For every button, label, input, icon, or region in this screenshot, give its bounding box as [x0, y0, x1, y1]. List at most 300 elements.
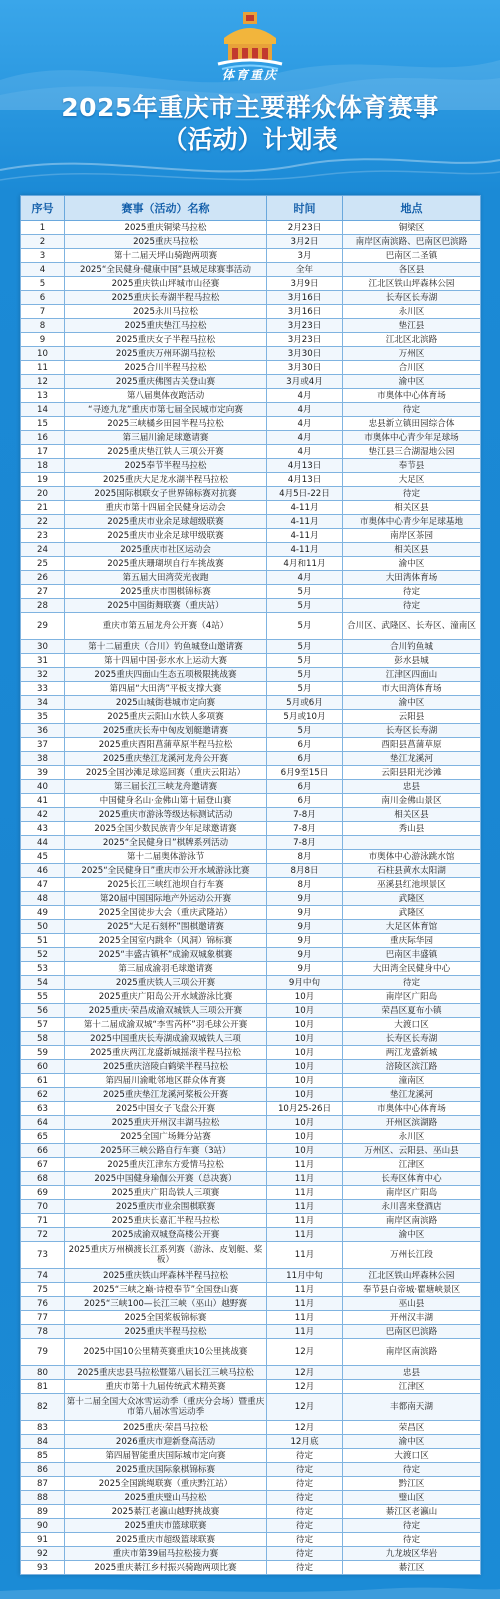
cell-event-name: 2025全国沙滩足球巡回赛（重庆云阳站）	[65, 766, 267, 780]
cell-index: 78	[21, 1325, 65, 1339]
cell-index: 14	[21, 403, 65, 417]
cell-event-name: 2025重庆铁人三项公开赛	[65, 976, 267, 990]
cell-location: 涪陵区滨江路	[343, 1060, 481, 1074]
cell-event-name: 重庆市第五届龙舟公开赛（4站）	[65, 613, 267, 640]
table-row	[21, 682, 481, 696]
cell-location: 两江龙盛新城	[343, 1046, 481, 1060]
cell-event-name: 2025“全民健身日”重庆市公开水域游泳比赛	[65, 864, 267, 878]
cell-time: 11月	[267, 1228, 343, 1242]
cell-location: 待定	[343, 585, 481, 599]
cell-event-name: 2025“三峡100—长江三峡（巫山）越野赛	[65, 1297, 267, 1311]
cell-event-name: 第20届中国国际地产外运动公开赛	[65, 892, 267, 906]
table-body	[21, 221, 481, 1575]
cell-event-name: 2025重庆马拉松	[65, 235, 267, 249]
cell-event-name: 2025重庆酉阳菖蒲草原半程马拉松	[65, 738, 267, 752]
cell-location: 南岸区南滨路、巴南区巴滨路	[343, 235, 481, 249]
table-row	[21, 515, 481, 529]
cell-location: 巴南区丰盛镇	[343, 948, 481, 962]
cell-location: 待定	[343, 403, 481, 417]
cell-time: 11月	[267, 1297, 343, 1311]
cell-time: 5月	[267, 654, 343, 668]
cell-index: 22	[21, 515, 65, 529]
table-row	[21, 291, 481, 305]
table-row	[21, 1004, 481, 1018]
cell-location: 待定	[343, 1533, 481, 1547]
cell-time: 5月	[267, 724, 343, 738]
cell-event-name: 2025重庆四面山生态五项极限挑战赛	[65, 668, 267, 682]
cell-index: 52	[21, 948, 65, 962]
cell-index: 16	[21, 431, 65, 445]
cell-index: 73	[21, 1242, 65, 1269]
page-subtitle: （活动）计划表	[162, 125, 338, 154]
cell-location: 长寿区长寿湖	[343, 1032, 481, 1046]
cell-event-name: 2025全国室内跳伞（风洞）锦标赛	[65, 934, 267, 948]
cell-time: 11月	[267, 1158, 343, 1172]
cell-time: 待定	[267, 1491, 343, 1505]
cell-index: 85	[21, 1449, 65, 1463]
cell-event-name: 2025环三峡公路自行车赛（3站）	[65, 1144, 267, 1158]
table-row	[21, 1269, 481, 1283]
table-row	[21, 221, 481, 235]
table-row	[21, 780, 481, 794]
table-row	[21, 962, 481, 976]
cell-location: 璧山区	[343, 1491, 481, 1505]
cell-time: 10月	[267, 1032, 343, 1046]
table-row	[21, 1214, 481, 1228]
cell-index: 83	[21, 1421, 65, 1435]
cell-index: 53	[21, 962, 65, 976]
header	[0, 0, 500, 200]
table-row	[21, 347, 481, 361]
table-row	[21, 1297, 481, 1311]
cell-location: 江北区北滨路	[343, 333, 481, 347]
cell-event-name: 2025重庆市游泳等级达标测试活动	[65, 808, 267, 822]
cell-time: 5月或6月	[267, 696, 343, 710]
cell-event-name: 2025“全民健身日”棋牌系列活动	[65, 836, 267, 850]
column-header-location: 地点	[343, 196, 481, 221]
cell-index: 31	[21, 654, 65, 668]
table-row	[21, 361, 481, 375]
cell-index: 5	[21, 277, 65, 291]
table-row	[21, 305, 481, 319]
cell-index: 2	[21, 235, 65, 249]
cell-time: 11月	[267, 1172, 343, 1186]
cell-event-name: 第三届川渝足球邀请赛	[65, 431, 267, 445]
cell-location: 云阳县	[343, 710, 481, 724]
event-table	[20, 195, 481, 1575]
cell-index: 35	[21, 710, 65, 724]
cell-event-name: 第十二届成渝双城“李雪芮杯”羽毛球公开赛	[65, 1018, 267, 1032]
cell-time: 4-11月	[267, 515, 343, 529]
cell-event-name: 2025重庆铁山坪森林半程马拉松	[65, 1269, 267, 1283]
cell-index: 57	[21, 1018, 65, 1032]
cell-event-name: 2025重庆垫江龙溪河桨板公开赛	[65, 1088, 267, 1102]
cell-time: 待定	[267, 1561, 343, 1575]
cell-location: 市奥体中心体育场	[343, 389, 481, 403]
cell-index: 89	[21, 1505, 65, 1519]
cell-event-name: 2025重庆国际象棋锦标赛	[65, 1463, 267, 1477]
cell-event-name: 2025重庆珊瑚坝自行车挑战赛	[65, 557, 267, 571]
cell-index: 9	[21, 333, 65, 347]
cell-location: 待定	[343, 599, 481, 613]
cell-location: 江津区	[343, 1380, 481, 1394]
cell-time: 11月	[267, 1283, 343, 1297]
cell-event-name: 第五届大田湾荧光夜跑	[65, 571, 267, 585]
table-row	[21, 277, 481, 291]
cell-event-name: 2025“全民健身·健康中国”县域足球赛事活动	[65, 263, 267, 277]
cell-event-name: 中国健身名山·金佛山第十届登山赛	[65, 794, 267, 808]
cell-location: 忠县	[343, 1366, 481, 1380]
cell-location: 奉节县	[343, 459, 481, 473]
cell-event-name: 第八届奥体夜跑活动	[65, 389, 267, 403]
cell-time: 待定	[267, 1505, 343, 1519]
cell-location: 市奥体中心游泳跳水馆	[343, 850, 481, 864]
cell-index: 49	[21, 906, 65, 920]
cell-location: 铜梁区	[343, 221, 481, 235]
cell-event-name: 第十四届中国·彭水水上运动大赛	[65, 654, 267, 668]
table-row	[21, 920, 481, 934]
cell-location: 长寿区体育中心	[343, 1172, 481, 1186]
cell-time: 10月	[267, 1018, 343, 1032]
cell-index: 24	[21, 543, 65, 557]
cell-index: 51	[21, 934, 65, 948]
cell-location: 武隆区	[343, 906, 481, 920]
table-row	[21, 752, 481, 766]
cell-event-name: 2025中国健身瑜伽公开赛（总决赛）	[65, 1172, 267, 1186]
table-row	[21, 571, 481, 585]
cell-event-name: 2025重庆璧山马拉松	[65, 1491, 267, 1505]
cell-index: 71	[21, 1214, 65, 1228]
cell-time: 9月	[267, 906, 343, 920]
table-row	[21, 1018, 481, 1032]
cell-location: 丰都南天湖	[343, 1394, 481, 1421]
cell-location: 黔江区	[343, 1477, 481, 1491]
cell-event-name: 2025重庆·荣昌马拉松	[65, 1421, 267, 1435]
cell-location: 重庆际华园	[343, 934, 481, 948]
cell-time: 12月	[267, 1421, 343, 1435]
cell-location: 市奥体中心青少年足球场	[343, 431, 481, 445]
cell-index: 25	[21, 557, 65, 571]
table-row	[21, 864, 481, 878]
table-row	[21, 431, 481, 445]
cell-index: 76	[21, 1297, 65, 1311]
cell-index: 72	[21, 1228, 65, 1242]
cell-index: 32	[21, 668, 65, 682]
table-row	[21, 1186, 481, 1200]
cell-event-name: 2025重庆涪陵白鹤梁半程马拉松	[65, 1060, 267, 1074]
cell-time: 4月	[267, 403, 343, 417]
cell-location: 大渡口区	[343, 1449, 481, 1463]
cell-time: 4月	[267, 389, 343, 403]
table-row	[21, 235, 481, 249]
cell-time: 5月	[267, 668, 343, 682]
cell-time: 6月	[267, 780, 343, 794]
table-row	[21, 1519, 481, 1533]
cell-location: 合川区	[343, 361, 481, 375]
cell-time: 6月	[267, 794, 343, 808]
table-row	[21, 1491, 481, 1505]
cell-time: 3月9日	[267, 277, 343, 291]
table-row	[21, 640, 481, 654]
cell-event-name: 第十二届重庆（合川）钓鱼城登山邀请赛	[65, 640, 267, 654]
cell-location: 云阳县阳光沙滩	[343, 766, 481, 780]
cell-location: 大渡口区	[343, 1018, 481, 1032]
cell-event-name: 2025重庆市业余足球超级联赛	[65, 515, 267, 529]
cell-location: 相关区县	[343, 808, 481, 822]
table-row	[21, 459, 481, 473]
cell-time: 4-11月	[267, 501, 343, 515]
cell-event-name: 2025中国10公里精英赛重庆10公里挑战赛	[65, 1339, 267, 1366]
column-header-index: 序号	[21, 196, 65, 221]
cell-location: 各区县	[343, 263, 481, 277]
table-row	[21, 613, 481, 640]
cell-index: 33	[21, 682, 65, 696]
cell-time: 待定	[267, 1463, 343, 1477]
page-title: 2025年重庆市主要群众体育赛事	[61, 93, 439, 122]
table-row	[21, 1366, 481, 1380]
cell-event-name: 2025重庆广阳岛铁人三项赛	[65, 1186, 267, 1200]
cell-location: 奉节县白帝城·瞿塘峡景区	[343, 1283, 481, 1297]
cell-time: 7-8月	[267, 836, 343, 850]
cell-time: 11月	[267, 1242, 343, 1269]
cell-location: 南岸区茶园	[343, 529, 481, 543]
cell-event-name: 2025全国桨板锦标赛	[65, 1311, 267, 1325]
column-header-time: 时间	[267, 196, 343, 221]
cell-location: 市奥体中心青少年足球基地	[343, 515, 481, 529]
cell-location: 酉阳县菖蒲草原	[343, 738, 481, 752]
cell-time: 5月	[267, 585, 343, 599]
cell-index: 20	[21, 487, 65, 501]
table-row	[21, 1158, 481, 1172]
cell-event-name: 第三届长江三峡龙舟邀请赛	[65, 780, 267, 794]
cell-index: 15	[21, 417, 65, 431]
cell-location: 大足区体育馆	[343, 920, 481, 934]
cell-index: 60	[21, 1060, 65, 1074]
table-row	[21, 1032, 481, 1046]
table-row	[21, 473, 481, 487]
cell-event-name: 2025重庆市社区运动会	[65, 543, 267, 557]
cell-location: 相关区县	[343, 501, 481, 515]
table-row	[21, 794, 481, 808]
cell-time: 12月	[267, 1380, 343, 1394]
cell-location: 大足区	[343, 473, 481, 487]
cell-location: 市大田湾体育场	[343, 682, 481, 696]
table-row	[21, 1144, 481, 1158]
cell-time: 5月	[267, 613, 343, 640]
cell-index: 68	[21, 1172, 65, 1186]
cell-location: 南岸区广阳岛	[343, 1186, 481, 1200]
cell-time: 9月	[267, 934, 343, 948]
cell-location: 石柱县黄水太阳湖	[343, 864, 481, 878]
table-row	[21, 836, 481, 850]
cell-location: 万州长江段	[343, 1242, 481, 1269]
table-row	[21, 878, 481, 892]
table-row	[21, 906, 481, 920]
cell-location: 渝中区	[343, 696, 481, 710]
cell-index: 21	[21, 501, 65, 515]
table-row	[21, 1380, 481, 1394]
cell-time: 3月30日	[267, 361, 343, 375]
cell-event-name: 第三届成渝羽毛球邀请赛	[65, 962, 267, 976]
cell-event-name: 2025重庆市超级篮球联赛	[65, 1533, 267, 1547]
table-row	[21, 529, 481, 543]
cell-location: 潼南区	[343, 1074, 481, 1088]
cell-index: 90	[21, 1519, 65, 1533]
cell-time: 3月30日	[267, 347, 343, 361]
table-row	[21, 1116, 481, 1130]
cell-event-name: 第四届川渝毗邻地区群众体育赛	[65, 1074, 267, 1088]
cell-index: 47	[21, 878, 65, 892]
cell-location: 南岸区广阳岛	[343, 990, 481, 1004]
cell-event-name: 2025中国女子飞盘公开赛	[65, 1102, 267, 1116]
table-row	[21, 1477, 481, 1491]
table-row	[21, 934, 481, 948]
cell-time: 12月底	[267, 1435, 343, 1449]
cell-time: 9月中旬	[267, 976, 343, 990]
cell-index: 86	[21, 1463, 65, 1477]
cell-location: 永川区	[343, 305, 481, 319]
cell-time: 10月	[267, 1046, 343, 1060]
cell-event-name: 2025重庆女子半程马拉松	[65, 333, 267, 347]
cell-time: 待定	[267, 1449, 343, 1463]
decorative-wave-lower	[0, 150, 500, 190]
table-row	[21, 1088, 481, 1102]
table-row	[21, 1102, 481, 1116]
cell-event-name: 2025“三峡之巅·诗橙奉节”全国登山赛	[65, 1283, 267, 1297]
cell-location: 垫江龙溪河	[343, 752, 481, 766]
cell-index: 28	[21, 599, 65, 613]
cell-index: 7	[21, 305, 65, 319]
cell-location: 渝中区	[343, 1228, 481, 1242]
cell-index: 88	[21, 1491, 65, 1505]
cell-location: 忠县	[343, 780, 481, 794]
cell-index: 40	[21, 780, 65, 794]
table-row	[21, 263, 481, 277]
cell-time: 6月	[267, 738, 343, 752]
table-row	[21, 333, 481, 347]
cell-event-name: 2025重庆长嘉汇半程马拉松	[65, 1214, 267, 1228]
cell-index: 55	[21, 990, 65, 1004]
table-row	[21, 1394, 481, 1421]
cell-location: 待定	[343, 487, 481, 501]
cell-event-name: 第十二届奥体游泳节	[65, 850, 267, 864]
cell-time: 4月和11月	[267, 557, 343, 571]
cell-location: 江北区铁山坪森林公园	[343, 1269, 481, 1283]
table-row	[21, 668, 481, 682]
cell-location: 忠县新立镇田园综合体	[343, 417, 481, 431]
table-row	[21, 1046, 481, 1060]
cell-location: 渝中区	[343, 557, 481, 571]
table-row	[21, 892, 481, 906]
cell-event-name: 2025全国跳绳联赛（重庆黔江站）	[65, 1477, 267, 1491]
cell-index: 17	[21, 445, 65, 459]
cell-index: 66	[21, 1144, 65, 1158]
cell-time: 10月25-26日	[267, 1102, 343, 1116]
table-row	[21, 1172, 481, 1186]
cell-time: 10月	[267, 1074, 343, 1088]
cell-event-name: 2025重庆长寿湖半程马拉松	[65, 291, 267, 305]
cell-event-name: 2025重庆江津东方爱情马拉松	[65, 1158, 267, 1172]
table-row	[21, 1421, 481, 1435]
cell-time: 4月	[267, 445, 343, 459]
cell-time: 4月	[267, 431, 343, 445]
cell-event-name: 重庆市第十四届全民健身运动会	[65, 501, 267, 515]
cell-time: 5月或10月	[267, 710, 343, 724]
table-row	[21, 557, 481, 571]
cell-event-name: 2025重庆半程马拉松	[65, 1325, 267, 1339]
table-row	[21, 948, 481, 962]
table-row	[21, 403, 481, 417]
logo-text: 体育重庆	[221, 68, 278, 82]
cell-index: 26	[21, 571, 65, 585]
cell-index: 45	[21, 850, 65, 864]
table-row	[21, 1242, 481, 1269]
cell-time: 4月5日-22日	[267, 487, 343, 501]
cell-index: 43	[21, 822, 65, 836]
cell-index: 34	[21, 696, 65, 710]
cell-event-name: 2026重庆市迎新登高活动	[65, 1435, 267, 1449]
cell-location: 巴南区巴滨路	[343, 1325, 481, 1339]
table-row	[21, 543, 481, 557]
cell-time: 3月23日	[267, 319, 343, 333]
cell-location: 彭水县城	[343, 654, 481, 668]
cell-location: 永川区	[343, 1130, 481, 1144]
cell-time: 11月	[267, 1186, 343, 1200]
cell-location: 江津区四面山	[343, 668, 481, 682]
cell-index: 62	[21, 1088, 65, 1102]
cell-time: 6月9至15日	[267, 766, 343, 780]
cell-location: 长寿区长寿湖	[343, 291, 481, 305]
cell-location: 江津区	[343, 1158, 481, 1172]
cell-index: 69	[21, 1186, 65, 1200]
cell-location: 綦江区	[343, 1561, 481, 1575]
cell-time: 待定	[267, 1477, 343, 1491]
footer-wave	[0, 1585, 500, 1599]
cell-index: 46	[21, 864, 65, 878]
table-row	[21, 1200, 481, 1214]
cell-time: 待定	[267, 1533, 343, 1547]
cell-index: 65	[21, 1130, 65, 1144]
cell-event-name: 2025重庆广阳岛公开水域游泳比赛	[65, 990, 267, 1004]
table-row	[21, 766, 481, 780]
cell-index: 10	[21, 347, 65, 361]
table-row	[21, 1130, 481, 1144]
cell-index: 54	[21, 976, 65, 990]
cell-event-name: 2025綦江老瀛山越野挑战赛	[65, 1505, 267, 1519]
cell-event-name: 第四届“大田湾”平板支撑大赛	[65, 682, 267, 696]
table-row	[21, 738, 481, 752]
cell-index: 36	[21, 724, 65, 738]
cell-location: 武隆区	[343, 892, 481, 906]
cell-index: 81	[21, 1380, 65, 1394]
cell-time: 3月16日	[267, 305, 343, 319]
table-row	[21, 808, 481, 822]
cell-location: 南岸区南滨路	[343, 1214, 481, 1228]
cell-time: 11月	[267, 1214, 343, 1228]
cell-location: 大田湾体育场	[343, 571, 481, 585]
cell-location: 九龙坡区华岩	[343, 1547, 481, 1561]
cell-event-name: 2025“丰盛古镇杯”成渝双城象棋赛	[65, 948, 267, 962]
cell-location: 万州区、云阳县、巫山县	[343, 1144, 481, 1158]
cell-event-name: 重庆市第十九届传统武术精英赛	[65, 1380, 267, 1394]
cell-event-name: 2025重庆两江龙盛新城摇滚半程马拉松	[65, 1046, 267, 1060]
cell-location: 合川区、武隆区、长寿区、潼南区	[343, 613, 481, 640]
cell-time: 9月	[267, 920, 343, 934]
cell-location: 大田湾全民健身中心	[343, 962, 481, 976]
cell-location: 荣昌区	[343, 1421, 481, 1435]
cell-index: 64	[21, 1116, 65, 1130]
cell-time: 4月13日	[267, 473, 343, 487]
